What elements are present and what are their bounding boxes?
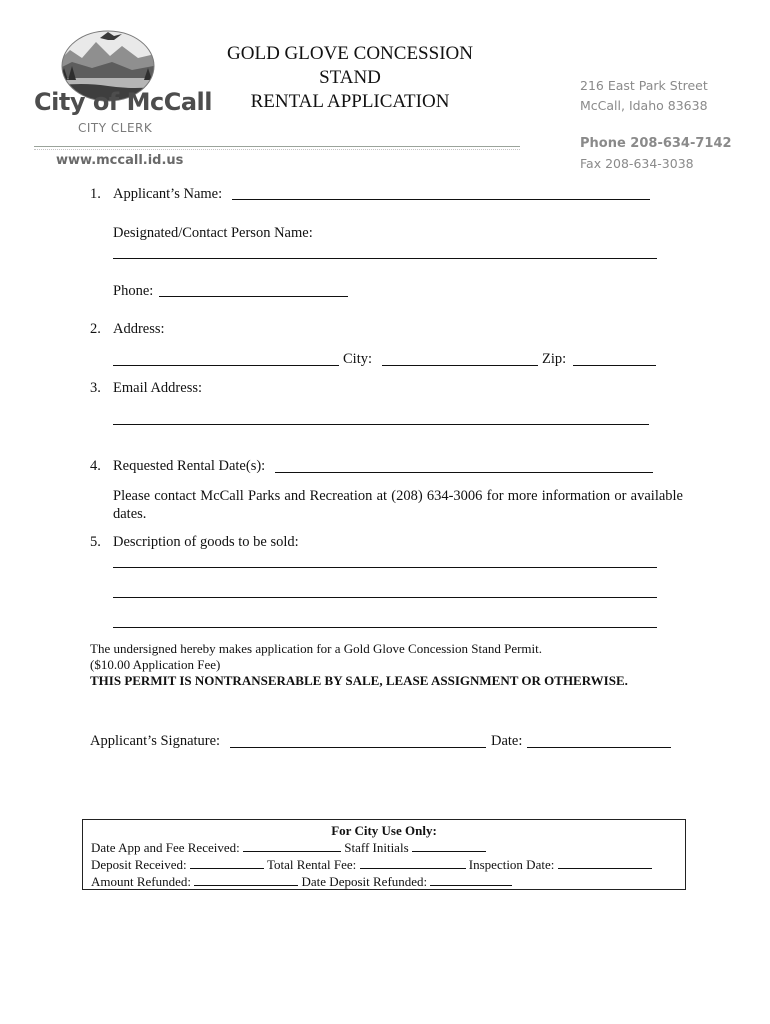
deposit-received-label: Deposit Received: <box>91 857 187 872</box>
email-label: Email Address: <box>113 380 203 396</box>
city-field[interactable] <box>382 365 538 366</box>
header-divider <box>34 146 520 147</box>
phone-field[interactable] <box>159 296 348 297</box>
rental-dates-field[interactable] <box>275 472 653 473</box>
city-label: City: <box>343 351 373 367</box>
amount-refunded-field[interactable] <box>194 872 298 886</box>
deposit-received-field[interactable] <box>190 855 264 869</box>
street-address-field[interactable] <box>113 365 339 366</box>
q5-number: 5. <box>90 534 101 550</box>
deposit-refunded-date-field[interactable] <box>430 872 512 886</box>
total-fee-field[interactable] <box>360 855 466 869</box>
date-received-field[interactable] <box>243 838 341 852</box>
applicant-name-label: Applicant’s Name: <box>113 186 223 202</box>
application-fee: ($10.00 Application Fee) <box>90 657 221 672</box>
title-line-2: RENTAL APPLICATION <box>250 91 450 112</box>
title-line-1: GOLD GLOVE CONCESSION STAND <box>227 43 473 88</box>
city-name: City of McCall <box>34 88 212 116</box>
email-field[interactable] <box>113 424 649 425</box>
contact-person-label: Designated/Contact Person Name: <box>113 225 313 241</box>
department-label: CITY CLERK <box>78 121 153 135</box>
statement-line-1: The undersigned hereby makes application for a Gold Glove Concession Stand Permit. <box>90 641 543 656</box>
city-use-row-3 <box>91 872 512 890</box>
staff-initials-label: Staff Initials <box>344 840 409 855</box>
city-use-box <box>82 819 686 890</box>
fax-number: Fax 208-634-3038 <box>580 156 694 171</box>
q4-number: 4. <box>90 458 101 474</box>
total-fee-label: Total Rental Fee: <box>266 857 357 872</box>
address-line-2: McCall, Idaho 83638 <box>580 98 708 113</box>
goods-description-line[interactable] <box>113 627 657 628</box>
city-use-title: For City Use Only: <box>331 823 437 838</box>
staff-initials-field[interactable] <box>412 838 486 852</box>
phone-label: Phone: <box>113 283 154 299</box>
signature-date-field[interactable] <box>527 747 671 748</box>
amount-refunded-label: Amount Refunded: <box>91 874 192 889</box>
city-use-row-1 <box>91 838 486 856</box>
applicant-name-field[interactable] <box>232 199 650 200</box>
document-title <box>200 42 500 114</box>
address-label: Address: <box>113 321 165 337</box>
signature-label: Applicant’s Signature: <box>90 733 221 749</box>
goods-description-label: Description of goods to be sold: <box>113 534 299 550</box>
application-statement <box>90 641 628 689</box>
zip-label: Zip: <box>542 351 567 367</box>
rental-dates-label: Requested Rental Date(s): <box>113 458 266 474</box>
address-line-1: 216 East Park Street <box>580 78 708 93</box>
contact-block <box>580 76 732 174</box>
contact-person-field[interactable] <box>113 258 657 259</box>
zip-field[interactable] <box>573 365 656 366</box>
deposit-refunded-date-label: Date Deposit Refunded: <box>301 874 428 889</box>
header-divider-dotted <box>34 149 520 150</box>
date-received-label: Date App and Fee Received: <box>91 840 240 855</box>
goods-description-line[interactable] <box>113 597 657 598</box>
signature-date-label: Date: <box>491 733 523 749</box>
q3-number: 3. <box>90 380 101 396</box>
website-link[interactable]: www.mccall.id.us <box>56 153 184 168</box>
city-use-row-2 <box>91 855 652 873</box>
q2-number: 2. <box>90 321 101 337</box>
signature-field[interactable] <box>230 747 486 748</box>
q1-number: 1. <box>90 186 101 202</box>
inspection-date-label: Inspection Date: <box>468 857 555 872</box>
goods-description-line[interactable] <box>113 567 657 568</box>
rental-dates-note: Please contact McCall Parks and Recreation at (208) 634-3006 for more information or available dates. <box>113 488 683 522</box>
phone-number: Phone 208-634-7142 <box>580 136 732 151</box>
inspection-date-field[interactable] <box>558 855 652 869</box>
nontransferable-notice: THIS PERMIT IS NONTRANSERABLE BY SALE, LEASE ASSIGNMENT OR OTHERWISE. <box>90 673 628 688</box>
